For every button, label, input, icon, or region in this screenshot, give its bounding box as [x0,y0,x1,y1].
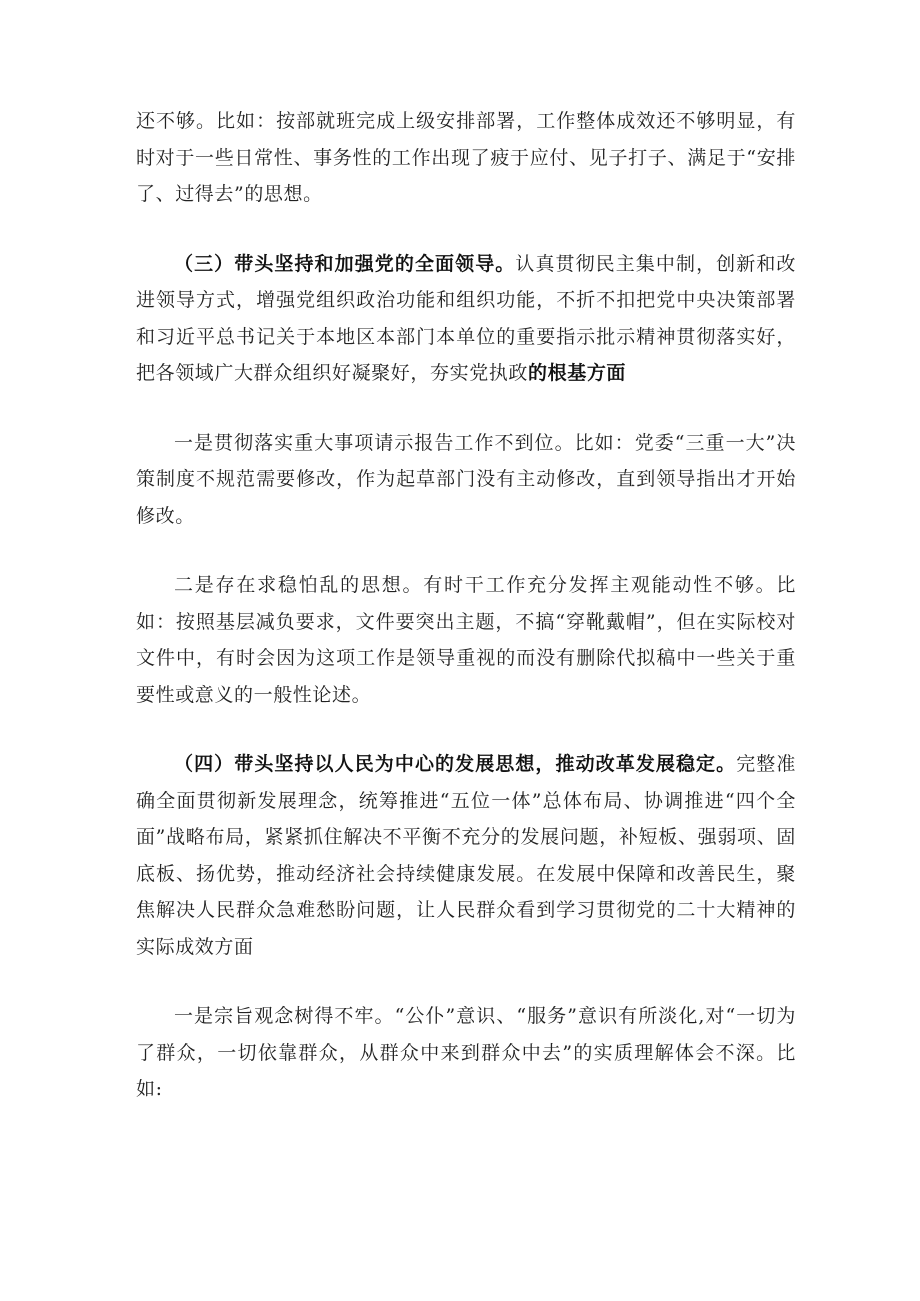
paragraph-4 [136,567,796,713]
paragraph-text: 一是宗旨观念树得不牢。“公仆”意识、“服务”意识有所淡化,对“一切为了群众，一切依靠群众，从群众中来到群众中去”的实质理解体会不深。比如: [136,1005,796,1100]
paragraph-text: 认真贯彻民主集中制，创新和改进领导方式，增强党组织政治功能和组织功能，不折不扣把党中央决策部署和习近平总书记关于本地区本部门本单位的重要指示批示精神贯彻落实好，把各领域广大群众组织好凝聚好，夯实党执政 [136,252,796,384]
paragraph-text: 还不够。比如：按部就班完成上级安排部署，工作整体成效还不够明显，有时对于一些日常性、事务性的工作出现了疲于应付、见子打子、满足于“安排了、过得去”的思想。 [136,110,796,205]
paragraph-text: 一是贯彻落实重大事项请示报告工作不到位。比如：党委“三重一大”决策制度不规范需要修改，作为起草部门没有主动修改，直到领导指出才开始修改。 [136,431,796,527]
section-heading-three: （三）带头坚持和加强党的全面领导。 [174,252,516,275]
paragraph-1 [136,103,796,213]
paragraph-6 [136,998,796,1108]
section-heading-four: （四）带头坚持以人民为中心的发展思想，推动改革发展稳定。 [174,753,737,775]
paragraph-2 [136,246,796,392]
paragraph-text: 二是存在求稳怕乱的思想。有时干工作充分发挥主观能动性不够。比如：按照基层减负要求，文件要突出主题，不搞“穿靴戴帽”，但在实际校对文件中，有时会因为这项工作是领导重视的而没有删除代拟稿中一些关于重要性或意义的一般性论述。 [136,574,796,706]
paragraph-3 [136,425,796,535]
paragraph-text: 完整准确全面贯彻新发展理念，统筹推进“五位一体”总体布局、协调推进“四个全面”战略布局，紧紧抓住解决不平衡不充分的发展问题，补短板、强弱项、固底板、扬优势，推动经济社会持续健康发展。在发展中保障和改善民生，聚焦解决人民群众急难愁盼问题，让人民群众看到学习贯彻党的二十大精神的实际成效方面 [136,753,796,958]
paragraph-5 [136,746,796,965]
paragraph-tail-bold: 的根基方面 [528,362,627,384]
document-page [136,103,796,1141]
